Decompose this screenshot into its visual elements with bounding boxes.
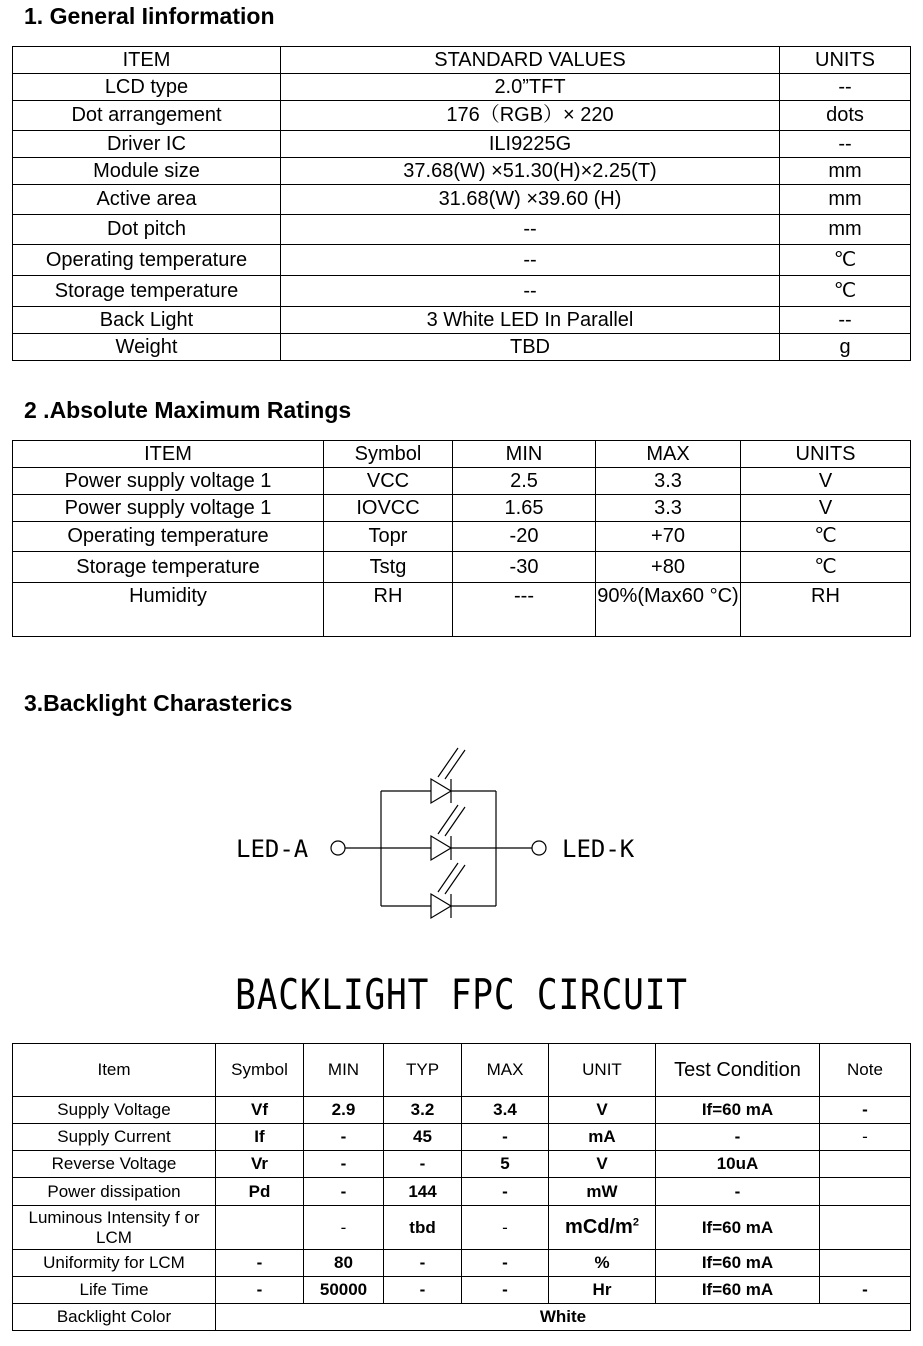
cell-note (820, 1151, 911, 1178)
cell-unit: dots (780, 101, 911, 131)
table-row (13, 1097, 911, 1124)
cell-unit: V (549, 1151, 656, 1178)
cell-max: 5 (462, 1151, 549, 1178)
cell-unit: -- (780, 131, 911, 158)
cell-unit: RH (741, 583, 911, 637)
section-3-title: 3.Backlight Charasterics (24, 690, 293, 716)
cell-item: Module size (13, 158, 281, 185)
table-row (13, 1277, 911, 1304)
header-min: MIN (304, 1044, 384, 1097)
cell-value: -- (281, 215, 780, 245)
cell-typ: 45 (384, 1124, 462, 1151)
cell-item: Power dissipation (13, 1178, 216, 1206)
table-row (13, 215, 911, 245)
cell-item: Backlight Color (13, 1304, 216, 1331)
cell-symbol: - (216, 1277, 304, 1304)
cell-item: Driver IC (13, 131, 281, 158)
table-row (13, 583, 911, 637)
cell-item: Active area (13, 185, 281, 215)
table-row (13, 552, 911, 583)
cell-note: - (820, 1097, 911, 1124)
cell-typ: - (384, 1151, 462, 1178)
cell-symbol: IOVCC (324, 495, 453, 522)
cell-test-condition: If=60 mA (656, 1277, 820, 1304)
table-row (13, 1124, 911, 1151)
table-row (13, 334, 911, 361)
header-units: UNITS (741, 441, 911, 468)
cell-min: - (304, 1151, 384, 1178)
cell-unit: mm (780, 185, 911, 215)
cell-symbol: Topr (324, 522, 453, 552)
cell-unit: mm (780, 215, 911, 245)
header-standard-values: STANDARD VALUES (281, 47, 780, 74)
cell-unit: mm (780, 158, 911, 185)
table-row (13, 276, 911, 307)
cell-typ: - (384, 1277, 462, 1304)
cell-symbol: VCC (324, 468, 453, 495)
header-max: MAX (462, 1044, 549, 1097)
cell-min: - (304, 1178, 384, 1206)
table-row (13, 307, 911, 334)
header-typ: TYP (384, 1044, 462, 1097)
table-row (13, 158, 911, 185)
cell-item: Supply Current (13, 1124, 216, 1151)
cell-max: - (462, 1124, 549, 1151)
cell-max: - (462, 1250, 549, 1277)
header-item: ITEM (13, 47, 281, 74)
header-unit: UNIT (549, 1044, 656, 1097)
cell-min: - (304, 1124, 384, 1151)
cell-unit: % (549, 1250, 656, 1277)
unit-text: mCd/m (565, 1216, 633, 1238)
section-1-title: 1. General Iinformation (24, 3, 275, 29)
cell-value: 3 White LED In Parallel (281, 307, 780, 334)
table-row (13, 495, 911, 522)
cell-min: -20 (453, 522, 596, 552)
cell-max: - (462, 1277, 549, 1304)
cell-value: 176（RGB）× 220 (281, 101, 780, 131)
cell-symbol: RH (324, 583, 453, 637)
table-row (13, 522, 911, 552)
cell-symbol: - (216, 1250, 304, 1277)
cell-item: Uniformity for LCM (13, 1250, 216, 1277)
table-row (13, 101, 911, 131)
general-information-table (12, 46, 911, 361)
cell-unit: Hr (549, 1277, 656, 1304)
cell-min: 80 (304, 1250, 384, 1277)
cell-max: - (462, 1206, 549, 1250)
cell-typ: 144 (384, 1178, 462, 1206)
led-k-label: LED-K (562, 835, 635, 863)
cell-unit: ℃ (780, 245, 911, 276)
cell-value: 31.68(W) ×39.60 (H) (281, 185, 780, 215)
backlight-characteristics-table (12, 1043, 911, 1331)
cell-unit: ℃ (780, 276, 911, 307)
cell-max: 3.3 (596, 495, 741, 522)
cell-typ: 3.2 (384, 1097, 462, 1124)
cell-item: Reverse Voltage (13, 1151, 216, 1178)
cell-item: Humidity (13, 583, 324, 637)
circuit-caption: BACKLIGHT FPC CIRCUIT (235, 970, 688, 1019)
cell-min: 2.9 (304, 1097, 384, 1124)
led-a-label: LED-A (236, 835, 309, 863)
cell-max: 3.4 (462, 1097, 549, 1124)
table-header-row (13, 1044, 911, 1097)
cell-value: ILI9225G (281, 131, 780, 158)
cell-max: - (462, 1178, 549, 1206)
table-row (13, 1178, 911, 1206)
cell-symbol: Vr (216, 1151, 304, 1178)
table-row (13, 131, 911, 158)
cell-item: Operating temperature (13, 522, 324, 552)
cell-item: Dot arrangement (13, 101, 281, 131)
header-symbol: Symbol (216, 1044, 304, 1097)
cell-min: 50000 (304, 1277, 384, 1304)
cell-test-condition: - (656, 1178, 820, 1206)
cell-min: 1.65 (453, 495, 596, 522)
cell-item: Back Light (13, 307, 281, 334)
cell-item: LCD type (13, 74, 281, 101)
cell-symbol: Tstg (324, 552, 453, 583)
cell-min: 2.5 (453, 468, 596, 495)
header-note: Note (820, 1044, 911, 1097)
cell-unit: V (549, 1097, 656, 1124)
led-a-terminal-icon (331, 841, 345, 855)
cell-item: Weight (13, 334, 281, 361)
header-test-condition: Test Condition (656, 1044, 820, 1097)
cell-item: Operating temperature (13, 245, 281, 276)
cell-unit: V (741, 468, 911, 495)
cell-unit: -- (780, 74, 911, 101)
header-units: UNITS (780, 47, 911, 74)
table-row (13, 185, 911, 215)
cell-test-condition: If=60 mA (656, 1097, 820, 1124)
table-row (13, 1304, 911, 1331)
cell-backlight-color: White (216, 1304, 911, 1331)
cell-min: - (304, 1206, 384, 1250)
cell-value: -- (281, 245, 780, 276)
cell-note: - (820, 1277, 911, 1304)
cell-item: Dot pitch (13, 215, 281, 245)
cell-test-condition: If=60 mA (656, 1250, 820, 1277)
cell-max: 90%(Max60 °C) (596, 583, 741, 637)
cell-item: Power supply voltage 1 (13, 495, 324, 522)
table-row (13, 1151, 911, 1178)
cell-symbol: Vf (216, 1097, 304, 1124)
cell-value: -- (281, 276, 780, 307)
cell-symbol (216, 1206, 304, 1250)
backlight-circuit-diagram (226, 740, 666, 930)
cell-item: Supply Voltage (13, 1097, 216, 1124)
table-header-row (13, 47, 911, 74)
led-k-terminal-icon (532, 841, 546, 855)
cell-typ: - (384, 1250, 462, 1277)
absolute-maximum-ratings-table (12, 440, 911, 637)
cell-min: --- (453, 583, 596, 637)
cell-unit (549, 1206, 656, 1250)
cell-note (820, 1178, 911, 1206)
cell-min: -30 (453, 552, 596, 583)
table-header-row (13, 441, 911, 468)
cell-value: TBD (281, 334, 780, 361)
cell-unit: V (741, 495, 911, 522)
header-min: MIN (453, 441, 596, 468)
cell-item: Power supply voltage 1 (13, 468, 324, 495)
cell-max: 3.3 (596, 468, 741, 495)
unit-superscript: 2 (632, 1216, 639, 1229)
cell-test-condition: 10uA (656, 1151, 820, 1178)
header-max: MAX (596, 441, 741, 468)
cell-unit: ℃ (741, 522, 911, 552)
table-row (13, 245, 911, 276)
cell-unit: g (780, 334, 911, 361)
cell-item: Luminous Intensity f or LCM (13, 1206, 216, 1250)
cell-note (820, 1206, 911, 1250)
led-diode-icon (431, 748, 465, 803)
table-row (13, 468, 911, 495)
cell-symbol: If (216, 1124, 304, 1151)
cell-value: 37.68(W) ×51.30(H)×2.25(T) (281, 158, 780, 185)
table-row (13, 1206, 911, 1250)
header-symbol: Symbol (324, 441, 453, 468)
cell-symbol: Pd (216, 1178, 304, 1206)
table-row (13, 1250, 911, 1277)
cell-unit: ℃ (741, 552, 911, 583)
led-diode-icon (431, 805, 465, 860)
cell-unit: -- (780, 307, 911, 334)
cell-item: Life Time (13, 1277, 216, 1304)
cell-test-condition: - (656, 1124, 820, 1151)
cell-item: Storage temperature (13, 552, 324, 583)
header-item: Item (13, 1044, 216, 1097)
section-2-title: 2 .Absolute Maximum Ratings (24, 397, 352, 423)
cell-max: +70 (596, 522, 741, 552)
cell-note: - (820, 1124, 911, 1151)
led-diode-icon (431, 863, 465, 918)
table-row (13, 74, 911, 101)
header-item: ITEM (13, 441, 324, 468)
cell-unit: mA (549, 1124, 656, 1151)
cell-typ: tbd (384, 1206, 462, 1250)
cell-value: 2.0”TFT (281, 74, 780, 101)
cell-test-condition: If=60 mA (656, 1206, 820, 1250)
cell-max: +80 (596, 552, 741, 583)
cell-unit: mW (549, 1178, 656, 1206)
cell-note (820, 1250, 911, 1277)
cell-item: Storage temperature (13, 276, 281, 307)
